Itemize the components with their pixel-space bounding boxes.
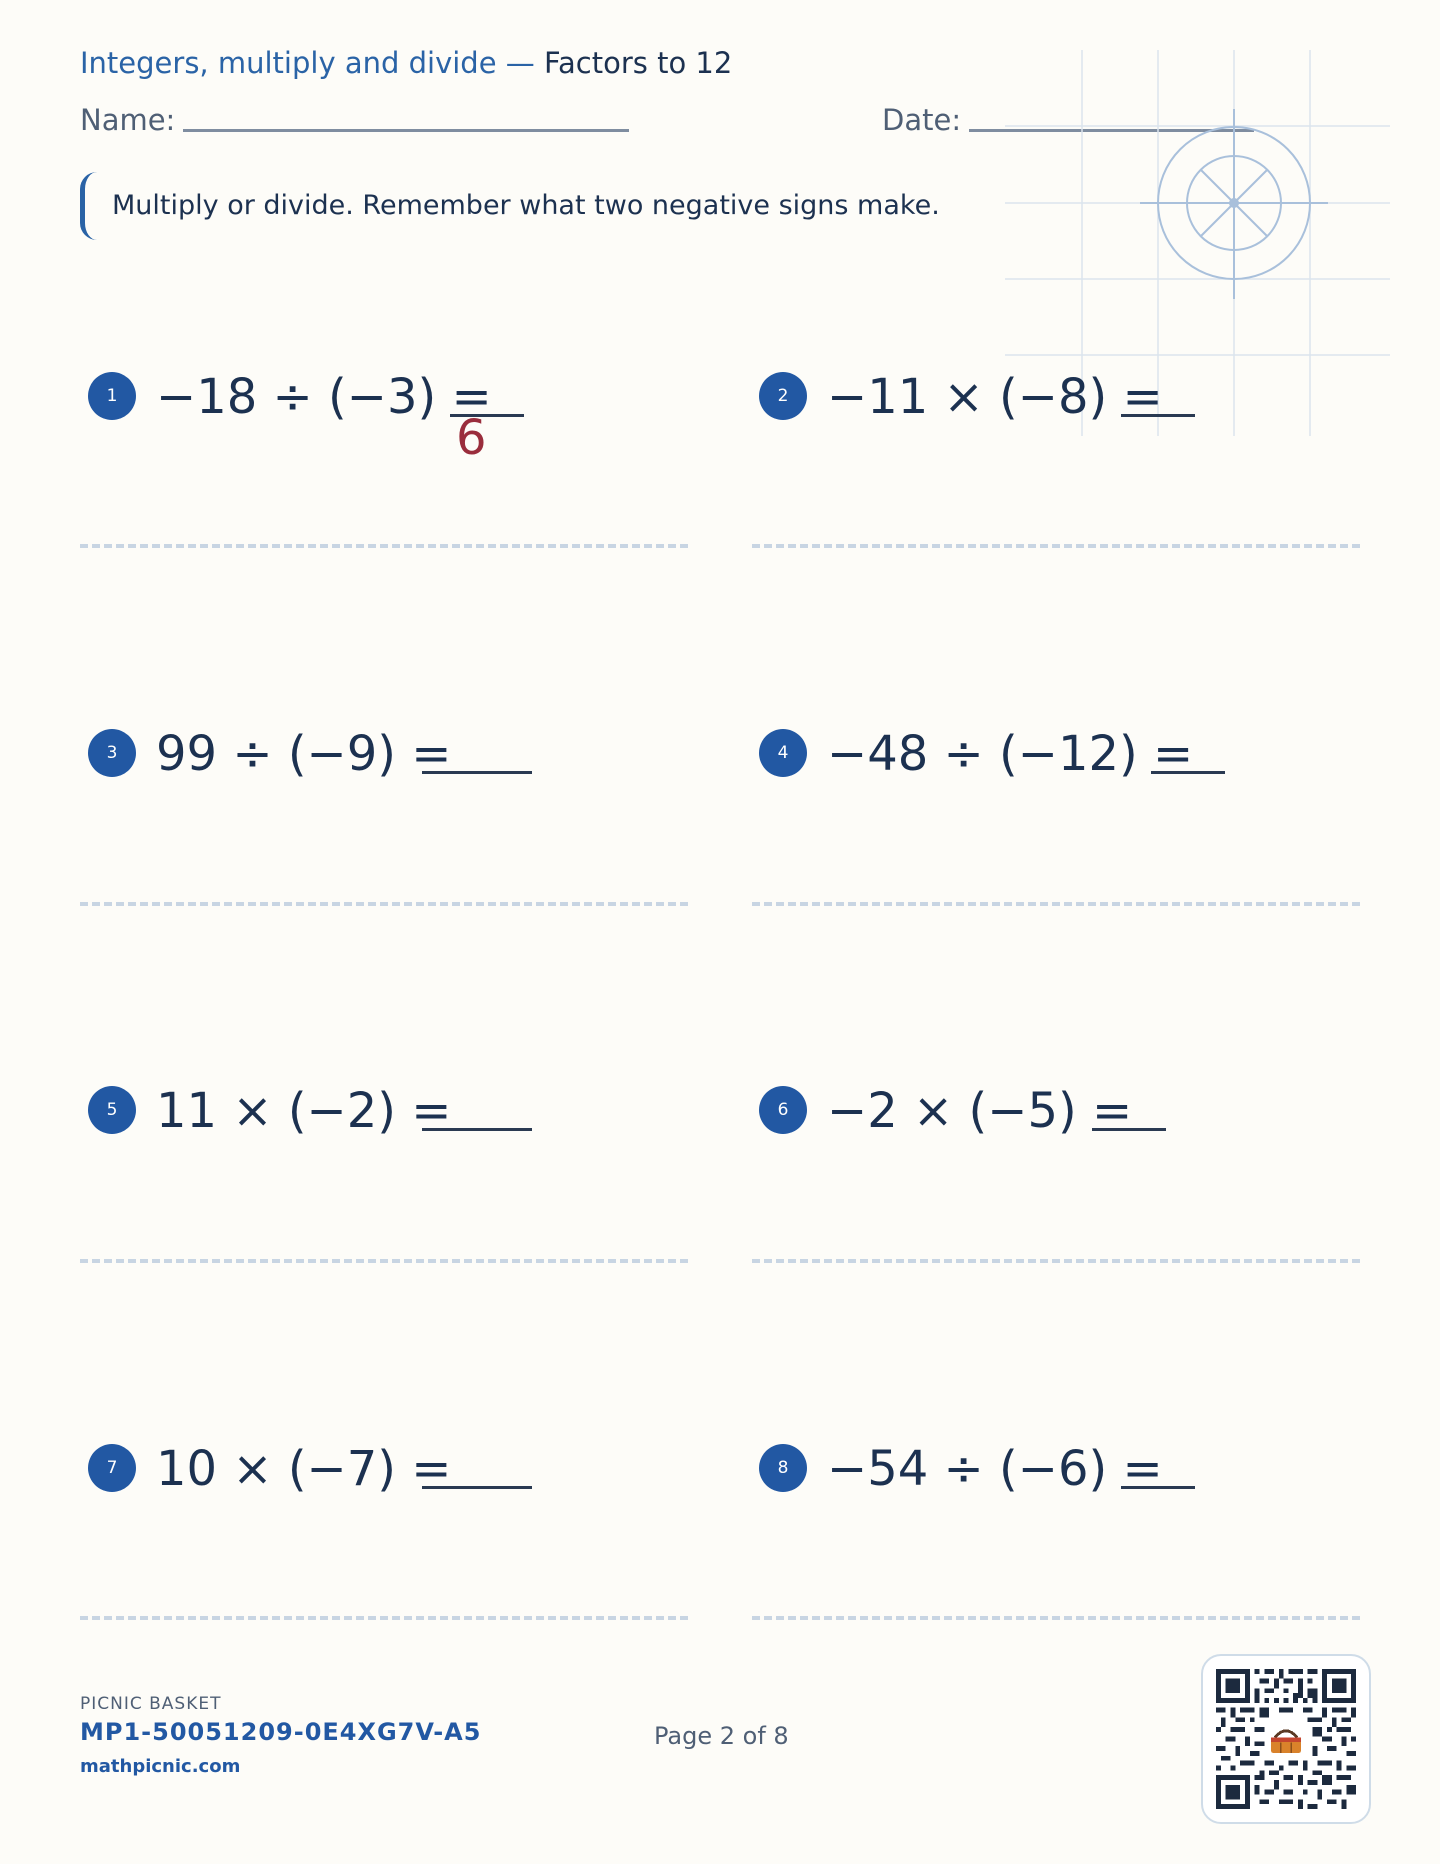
answer-blank[interactable] [1121, 1486, 1195, 1489]
work-line [752, 902, 1360, 906]
footer-brand: PICNIC BASKET [80, 1694, 222, 1714]
name-label: Name: [80, 103, 176, 137]
problem-expression: 99 ÷ (−9) = [156, 726, 452, 782]
problem-number-badge: 4 [759, 729, 807, 777]
answer-blank[interactable] [422, 771, 532, 774]
title-subtitle: Factors to 12 [543, 46, 733, 80]
problem-number-badge: 1 [88, 372, 136, 420]
problem-expression: −18 ÷ (−3) = [156, 369, 492, 425]
work-line [80, 1259, 688, 1263]
work-line [752, 544, 1360, 548]
answer-blank[interactable] [450, 410, 524, 466]
problem-number-badge: 6 [759, 1086, 807, 1134]
answer-blank[interactable] [422, 1128, 532, 1131]
work-line [752, 1616, 1360, 1620]
page-number: Page 2 of 8 [654, 1722, 789, 1750]
answer-blank[interactable] [1092, 1128, 1166, 1131]
problem-number-badge: 2 [759, 372, 807, 420]
work-line [80, 1616, 688, 1620]
answer-blank[interactable] [422, 1486, 532, 1489]
problem-expression: −2 × (−5) = [827, 1083, 1133, 1139]
answer-blank[interactable] [1121, 414, 1195, 417]
problem-expression: −48 ÷ (−12) = [827, 726, 1194, 782]
name-field[interactable] [183, 129, 629, 132]
work-line [752, 1259, 1360, 1263]
answer-blank[interactable] [1151, 771, 1225, 774]
instructions-bracket [80, 172, 97, 240]
problem-number-badge: 7 [88, 1444, 136, 1492]
problem-number-badge: 5 [88, 1086, 136, 1134]
worksheet-code: MP1-50051209-0E4XG7V-A5 [80, 1718, 482, 1746]
worksheet-title [80, 46, 732, 80]
title-topic: Integers, multiply and divide [80, 46, 497, 80]
problem-expression: 11 × (−2) = [156, 1083, 452, 1139]
work-line [80, 902, 688, 906]
instructions-text: Multiply or divide. Remember what two negative signs make. [112, 190, 940, 221]
problem-number-badge: 3 [88, 729, 136, 777]
problem-expression: −54 ÷ (−6) = [827, 1441, 1163, 1497]
problem-expression: 10 × (−7) = [156, 1441, 452, 1497]
problem-number-badge: 8 [759, 1444, 807, 1492]
answer-value: 6 [456, 410, 487, 466]
date-label: Date: [882, 103, 962, 137]
qr-code-icon [1216, 1669, 1356, 1809]
qr-code-card [1201, 1654, 1371, 1824]
title-separator: — [505, 46, 535, 80]
footer-site-link[interactable]: mathpicnic.com [80, 1756, 241, 1777]
problem-expression: −11 × (−8) = [827, 369, 1163, 425]
work-line [80, 544, 688, 548]
